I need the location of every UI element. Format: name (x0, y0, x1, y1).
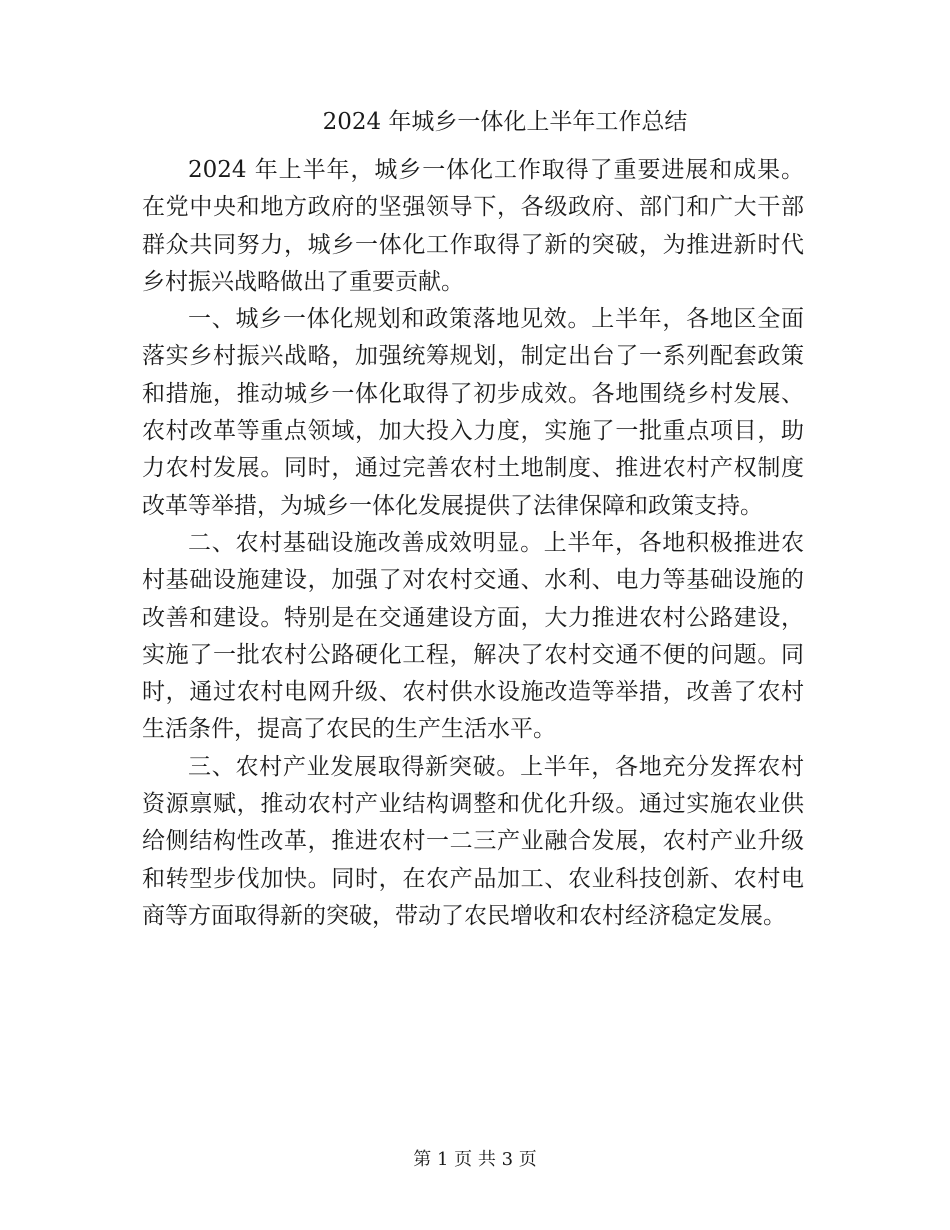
paragraph-section-2: 二、农村基础设施改善成效明显。上半年，各地积极推进农村基础设施建设，加强了对农村交通、水利、电力等基础设施的改善和建设。特别是在交通建设方面，大力推进农村公路建设，实施了一批农村公路硬化工程，解决了农村交通不便的问题。同时，通过农村电网升级、农村供水设施改造等举措，改善了农村生活条件，提高了农民的生产生活水平。 (142, 529, 804, 743)
paragraph-intro: 2024 年上半年，城乡一体化工作取得了重要进展和成果。在党中央和地方政府的坚强领导下，各级政府、部门和广大干部群众共同努力，城乡一体化工作取得了新的突破，为推进新时代乡村振兴战略做出了重要贡献。 (142, 157, 804, 295)
paragraph-section-3: 三、农村产业发展取得新突破。上半年，各地充分发挥农村资源禀赋，推动农村产业结构调整和优化升级。通过实施农业供给侧结构性改革，推进农村一二三产业融合发展，农村产业升级和转型步伐加快。同时，在农产品加工、农业科技创新、农村电商等方面取得新的突破，带动了农民增收和农村经济稳定发展。 (142, 753, 804, 929)
document-title: 2024 年城乡一体化上半年工作总结 (322, 109, 688, 135)
document-body (142, 152, 804, 935)
page-number-footer: 第 1 页 共 3 页 (413, 1149, 537, 1170)
paragraph-section-1: 一、城乡一体化规划和政策落地见效。上半年，各地区全面落实乡村振兴战略，加强统筹规划，制定出台了一系列配套政策和措施，推动城乡一体化取得了初步成效。各地围绕乡村发展、农村改革等重点领域，加大投入力度，实施了一批重点项目，助力农村发展。同时，通过完善农村土地制度、推进农村产权制度改革等举措，为城乡一体化发展提供了法律保障和政策支持。 (142, 306, 804, 519)
